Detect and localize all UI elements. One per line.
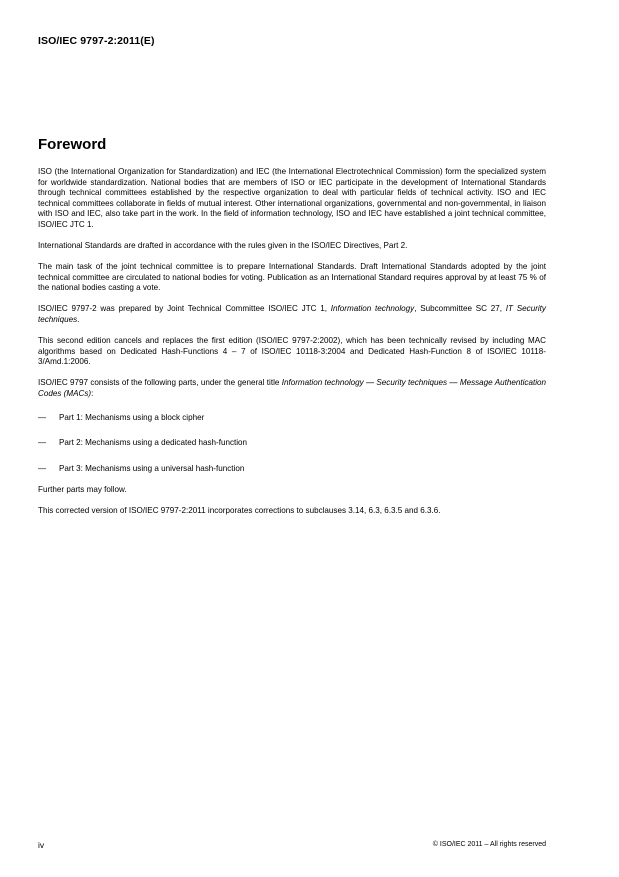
page-title: Foreword <box>38 136 107 153</box>
paragraph-directives: International Standards are drafted in accordance with the rules given in the ISO/IEC Directives, Part 2. <box>38 241 408 251</box>
dash-bullet: — <box>38 438 47 448</box>
subcommittee-name: IT Security techniques <box>38 304 546 325</box>
list-item <box>38 413 546 424</box>
foreword-body <box>38 167 546 527</box>
parts-intro-colon: : <box>91 389 94 398</box>
general-title: Information technology — Security techniques — Message Authentication Codes (MACs) <box>38 378 546 398</box>
parts-intro-text: ISO/IEC 9797 consists of the following parts, under the general title <box>38 378 282 388</box>
list-item <box>38 438 546 449</box>
list-item <box>38 464 546 475</box>
part-label: Part 1: Mechanisms using a block cipher <box>59 412 205 422</box>
document-id-header: ISO/IEC 9797-2:2011(E) <box>38 35 155 47</box>
dash-bullet: — <box>38 463 47 473</box>
paragraph-parts-intro <box>38 378 546 399</box>
page-number: iv <box>38 840 45 850</box>
paragraph-committee-task: The main task of the joint technical committee is to prepare International Standards. Draft International Standards adopted by the joint technical committee are circulated to national bodies for voting. Publication as an International Standard requires approval by at least 75 % of the national bodies casting a vote. <box>38 262 546 293</box>
prepared-by-text: ISO/IEC 9797-2 was prepared by Joint Technical Committee ISO/IEC JTC 1, <box>38 304 331 314</box>
prepared-by-end: . <box>77 315 80 325</box>
prepared-by-subcommittee: , Subcommittee SC 27, <box>414 304 506 314</box>
part-label: Part 3: Mechanisms using a universal hash-function <box>59 463 245 473</box>
paragraph-prepared-by <box>38 304 546 325</box>
paragraph-corrected-version: This corrected version of ISO/IEC 9797-2:2011 incorporates corrections to subclauses 3.14, 6.3, 6.3.5 and 6.3.6. <box>38 505 441 515</box>
paragraph-edition: This second edition cancels and replaces the first edition (ISO/IEC 9797-2:2002), which has been technically revised by including MAC algorithms based on Dedicated Hash-Functions 4 – 7 of ISO/IEC 10118-3:2004 and Dedicated Hash-Function 8 of ISO/IEC 10118-3/Amd.1:2006. <box>38 336 546 367</box>
part-label: Part 2: Mechanisms using a dedicated hash-function <box>59 438 248 448</box>
committee-name: Information technology <box>330 304 415 314</box>
dash-bullet: — <box>38 412 47 422</box>
paragraph-further-parts: Further parts may follow. <box>38 484 127 494</box>
paragraph-iso-iec-intro: ISO (the International Organization for Standardization) and IEC (the International Electrotechnical Commission) form the specialized system for worldwide standardization. National bodies that are members of ISO or IEC participate in the development of International Standards through technical committees established by the respective organization to deal with particular fields of technical activity. ISO and IEC technical committees collaborate in fields of mutual interest. Other international organizations, governmental and non-governmental, in liaison with ISO and IEC, also take part in the work. In the field of information technology, ISO and IEC have established a joint technical committee, ISO/IEC JTC 1. <box>38 167 546 229</box>
copyright-notice: © ISO/IEC 2011 – All rights reserved <box>432 841 546 848</box>
